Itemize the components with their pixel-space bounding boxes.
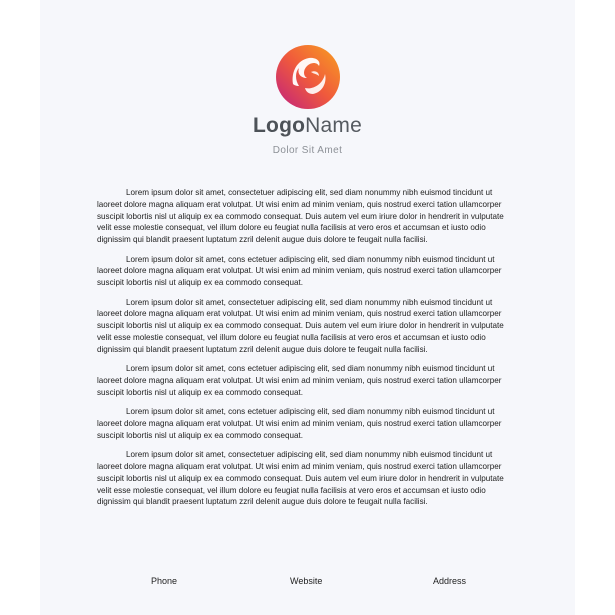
paragraph: Lorem ipsum dolor sit amet, cons ectetuer adipiscing elit, sed diam nonummy nibh euismod tincidunt ut laoreet dolore magna aliquam erat volutpat. Ut wisi enim ad minim veniam, quis nostrud exerci tation ullamcorper suscipit lobortis nisl ut aliquip ex ea commodo consequat.	[97, 407, 502, 440]
swirl-logo-icon	[275, 44, 341, 110]
logo-light-text: Name	[305, 114, 362, 137]
paragraph: Lorem ipsum dolor sit amet, cons ectetuer adipiscing elit, sed diam nonummy nibh euismod tincidunt ut laoreet dolore magna aliquam erat volutpat. Ut wisi enim ad minim veniam, quis nostrud exerci tation ullamcorper suscipit lobortis nisl ut aliquip ex ea commodo consequat.	[97, 254, 502, 288]
paragraph: Lorem ipsum dolor sit amet, consectetuer adipiscing elit, sed diam nonummy nibh euismod tincidunt ut laoreet dolore magna aliquam erat volutpat. Ut wisi enim ad minim veniam, quis nostrud exerci tation ullamcorper suscipit lobortis nisl ut aliquip ex ea commodo consequat. Duis autem vel eum iriure dolor in hendrerit in vulputate velit esse molestie consequat, vel illum dolore eu feugiat nulla facilisis at vero eros et accumsan et iusto odio dignissim qui blandit praesent luptatum zzril delenit augue duis dolore te feugait nulla facilisi.	[97, 188, 504, 245]
footer-phone: Phone	[151, 576, 178, 586]
footer-website: Website	[290, 576, 323, 586]
logo-bold-text: Logo	[253, 114, 306, 137]
paragraph: Lorem ipsum dolor sit amet, consectetuer adipiscing elit, sed diam nonummy nibh euismod tincidunt ut laoreet dolore magna aliquam erat volutpat. Ut wisi enim ad minim veniam, quis nostrud exerci tation ullamcorper suscipit lobortis nisl ut aliquip ex ea commodo consequat. Duis autem vel eum iriure dolor in hendrerit in vulputate velit esse molestie consequat, vel illum dolore eu feugiat nulla facilisis at vero eros et accumsan et iusto odio dignissim qui blandit praesent luptatum zzril delenit augue duis dolore te feugait nulla facilisi.	[97, 450, 504, 507]
paragraph: Lorem ipsum dolor sit amet, consectetuer adipiscing elit, sed diam nonummy nibh euismod tincidunt ut laoreet dolore magna aliquam erat volutpat. Ut wisi enim ad minim veniam, quis nostrud exerci tation ullamcorper suscipit lobortis nisl ut aliquip ex ea commodo consequat. Duis autem vel eum iriure dolor in hendrerit in vulputate velit esse molestie consequat, vel illum dolore eu feugiat nulla facilisis at vero eros et accumsan et iusto odio dignissim qui blandit praesent luptatum zzril delenit augue duis dolore te feugait nulla facilisi.	[97, 297, 504, 354]
tagline: Dolor Sit Amet	[272, 145, 343, 156]
footer-address: Address	[433, 576, 467, 586]
letter-body	[97, 187, 518, 516]
paragraph: Lorem ipsum dolor sit amet, cons ectetuer adipiscing elit, sed diam nonummy nibh euismod tincidunt ut laoreet dolore magna aliquam erat volutpat. Ut wisi enim ad minim veniam, quis nostrud exerci tation ullamcorper suscipit lobortis nisl ut aliquip ex ea commodo consequat.	[97, 364, 502, 397]
logo-wordmark	[0, 114, 615, 138]
